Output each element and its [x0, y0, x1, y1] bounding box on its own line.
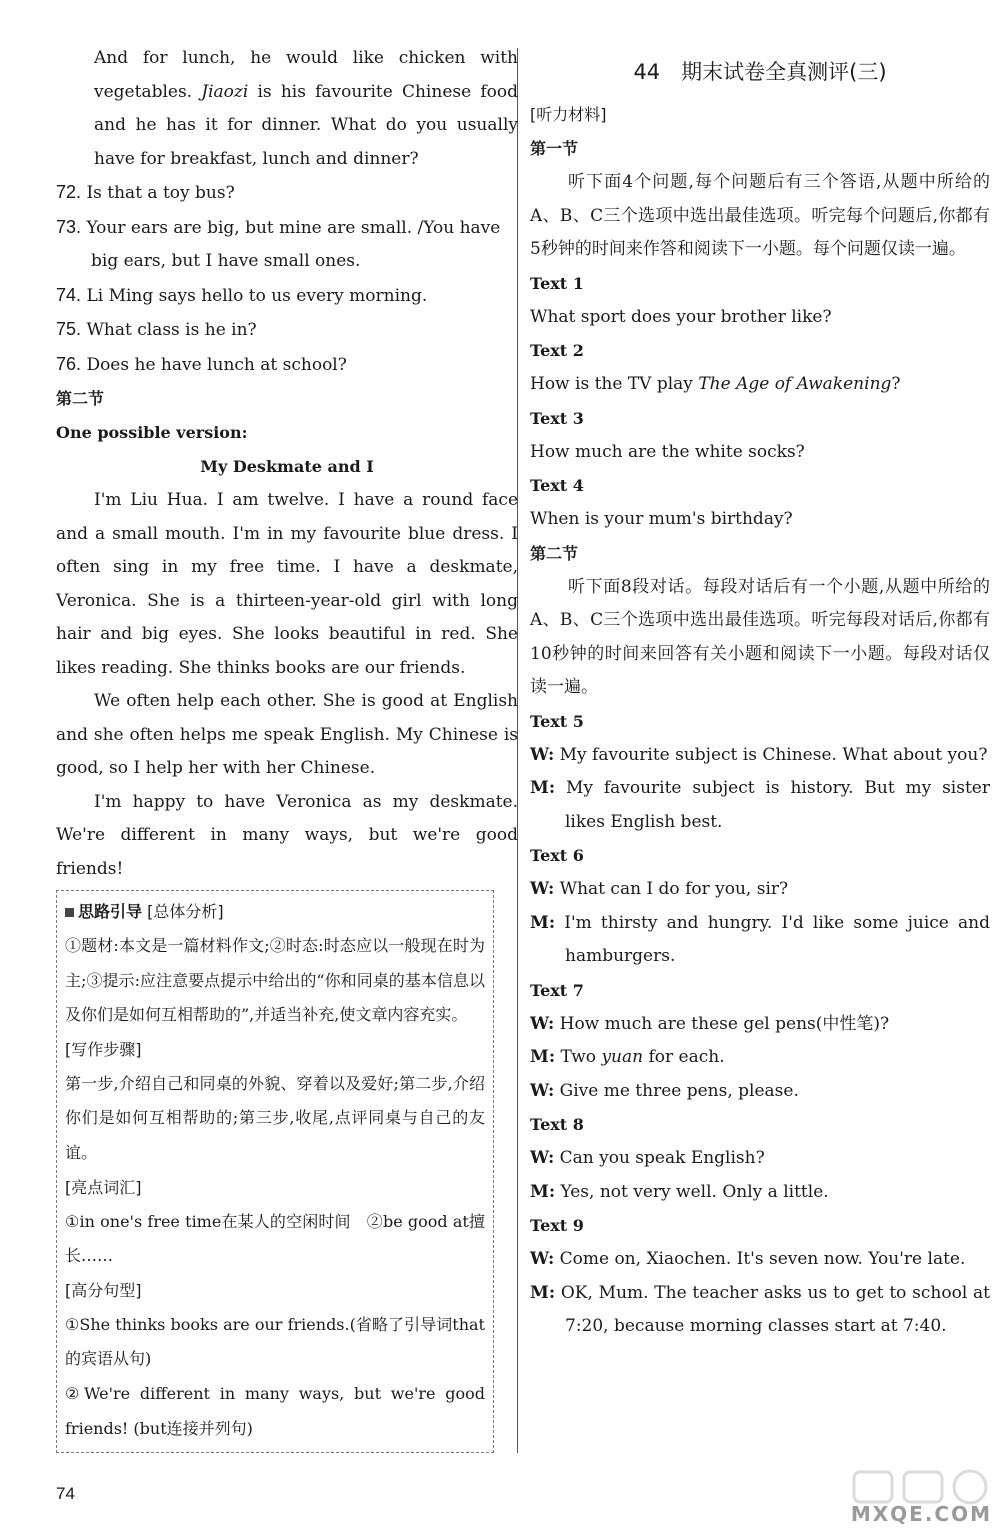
answer-76: 76. Does he have lunch at school? [56, 353, 347, 375]
section-title: 44 期末试卷全真测评(三) [633, 60, 887, 84]
section1-heading: 第一节 [530, 139, 579, 158]
essay-paragraph: I'm happy to have Veronica as my deskmate. We're different in many ways, but we're good friends! [56, 791, 518, 879]
text-label: Text 5 [530, 711, 584, 731]
steps-label: [写作步骤] [65, 1039, 142, 1059]
dialogue-line: M: Two yuan for each. [530, 1047, 725, 1067]
dialogue-line: W: What can I do for you, sir? [530, 879, 789, 899]
guide-pattern: ②We're different in many ways, but we're good friends! (but连接并列句) [65, 1383, 485, 1438]
text-label: Text 3 [530, 408, 584, 428]
answer-75: 75. What class is he in? [56, 319, 257, 340]
writing-guide-box [56, 890, 494, 1453]
text-line: How much are the white socks? [530, 441, 805, 462]
dialogue-line: W: Can you speak English? [530, 1148, 765, 1168]
continued-paragraph: And for lunch, he would like chicken with vegetables. Jiaozi is his favourite Chinese food and he has it for dinner. What do you usually have for breakfast, lunch and dinner? [94, 48, 518, 169]
guide-heading: 思路引导 [总体分析] [65, 895, 485, 929]
page-number: 74 [56, 1484, 75, 1503]
section1-instructions: 听下面4个问题,每个问题后有三个答语,从题中所给的A、B、C三个选项中选出最佳选项。听完每个问题后,你都有5秒钟的时间来作答和阅读下一小题。每个问题仅读一遍。 [530, 172, 990, 259]
answer-list [56, 176, 518, 382]
essay-paragraph: I'm Liu Hua. I am twelve. I have a round face and a small mouth. I'm in my favourite blue dress. I often sing in my free time. I have a deskmate, Veronica. She is a thirteen-year-old girl with long hair and big eyes. She looks beautiful in red. She likes reading. She thinks books are our friends. [56, 490, 518, 678]
guide-pattern: ①She thinks books are our friends.(省略了引导词that的宾语从句) [65, 1314, 485, 1369]
text-line: When is your mum's birthday? [530, 509, 793, 529]
guide-vocab: ①in one's free time在某人的空闲时间 ②be good at擅长…… [65, 1211, 485, 1266]
section2-instructions: 听下面8段对话。每段对话后有一个小题,从题中所给的A、B、C三个选项中选出最佳选项。听完每段对话后,你都有10秒钟的时间来回答有关小题和阅读下一小题。每段对话仅读一遍。 [530, 576, 990, 697]
answer-74: 74. Li Ming says hello to us every morning. [56, 284, 428, 306]
square-icon [65, 908, 74, 917]
text-label: Text 7 [530, 980, 584, 1000]
dialogue-line: M: I'm thirsty and hungry. I'd like some juice and hamburgers. [530, 912, 991, 966]
dialogue-line: W: Give me three pens, please. [530, 1080, 799, 1101]
essay-paragraph: We often help each other. She is good at English and she often helps me speak English. My Chinese is good, so I help her with her Chinese. [56, 691, 518, 778]
essay-title: My Deskmate and I [200, 457, 374, 476]
dialogue-line: M: Yes, not very well. Only a little. [530, 1181, 829, 1202]
answer-72: 72. Is that a toy bus? [56, 182, 235, 203]
dialogue-line: M: OK, Mum. The teacher asks us to get to school at 7:20, because morning classes start at 7:40. [530, 1282, 990, 1336]
text-line: What sport does your brother like? [530, 306, 832, 327]
guide-steps: 第一步,介绍自己和同桌的外貌、穿着以及爱好;第二步,介绍你们是如何互相帮助的;第三步,收尾,点评同桌与自己的友谊。 [65, 1073, 485, 1162]
version-label: One possible version: [56, 423, 248, 442]
right-column [530, 0, 990, 1344]
dialogue-line: M: My favourite subject is history. But my sister likes English best. [530, 778, 990, 832]
vocab-label: [亮点词汇] [65, 1177, 142, 1197]
text-label: Text 4 [530, 476, 584, 495]
material-label: [听力材料] [530, 105, 607, 124]
text-label: Text 2 [530, 341, 584, 360]
dialogue-line: W: My favourite subject is Chinese. What about you? [530, 744, 988, 765]
dialogue-line: W: How much are these gel pens(中性笔)? [530, 1013, 890, 1034]
dialogue-line: W: Come on, Xiaochen. It's seven now. You're late. [530, 1249, 966, 1269]
pattern-label: [高分句型] [65, 1280, 142, 1300]
text-line: How is the TV play The Age of Awakening? [530, 374, 901, 394]
answer-73: 73. Your ears are big, but mine are small. /You have big ears, but I have small ones. [56, 216, 501, 271]
watermark-text: MXQE.COM [850, 1502, 992, 1526]
section2-heading-left: 第二节 [56, 389, 105, 408]
text-label: Text 8 [530, 1115, 584, 1134]
text-label: Text 9 [530, 1216, 584, 1235]
text-label: Text 1 [530, 273, 584, 293]
guide-analysis: ①题材:本文是一篇材料作文;②时态:时态应以一般现在时为主;③提示:应注意要点提示中给出的“你和同桌的基本信息以及你们是如何互相帮助的”,并适当补充,使文章内容充实。 [65, 936, 485, 1025]
left-column [56, 42, 518, 1453]
section2-heading-right: 第二节 [530, 543, 579, 563]
text-label: Text 6 [530, 846, 584, 865]
